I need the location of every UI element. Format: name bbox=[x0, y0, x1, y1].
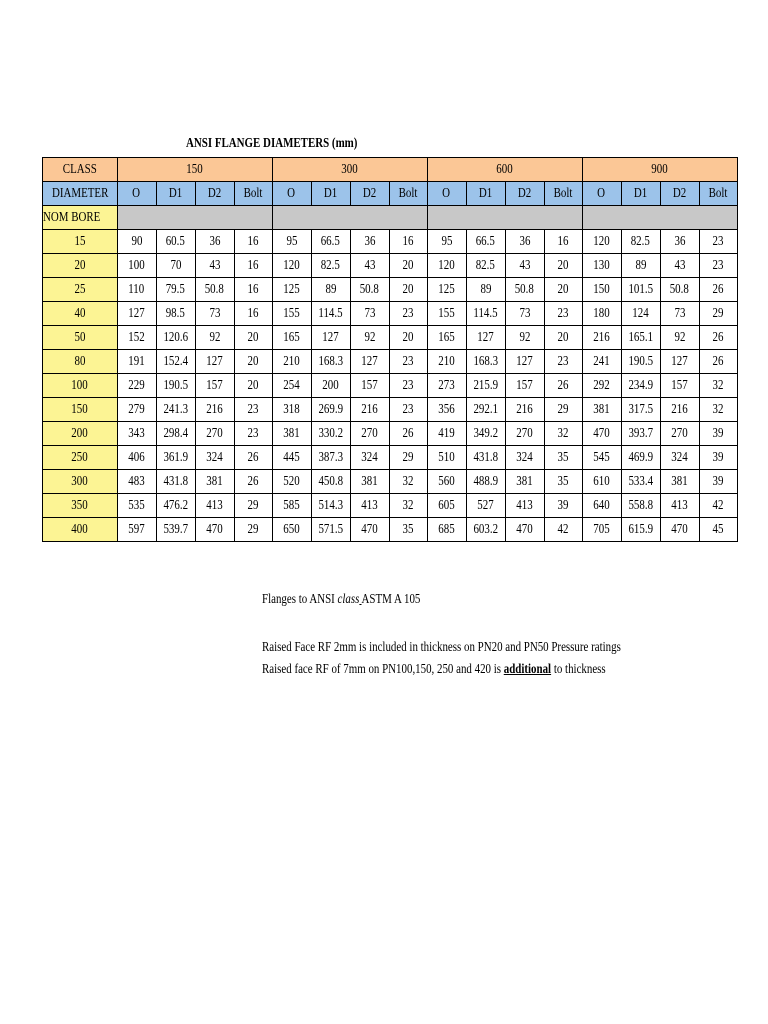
value-cell: 210 bbox=[427, 350, 466, 374]
value-cell: 292.1 bbox=[466, 398, 505, 422]
value-cell: 16 bbox=[234, 302, 272, 326]
value-cell: 216 bbox=[505, 398, 544, 422]
value-cell: 270 bbox=[505, 422, 544, 446]
value-cell: 190.5 bbox=[621, 350, 660, 374]
value-cell: 35 bbox=[544, 446, 582, 470]
value-cell: 210 bbox=[272, 350, 311, 374]
value-cell: 114.5 bbox=[466, 302, 505, 326]
value-cell: 650 bbox=[272, 518, 311, 542]
value-cell: 92 bbox=[195, 326, 234, 350]
value-cell: 558.8 bbox=[621, 494, 660, 518]
value-cell: 73 bbox=[660, 302, 699, 326]
value-cell: 483 bbox=[117, 470, 156, 494]
value-cell: 26 bbox=[234, 446, 272, 470]
value-cell: 216 bbox=[582, 326, 621, 350]
value-cell: 445 bbox=[272, 446, 311, 470]
table-row bbox=[43, 278, 738, 302]
value-cell: 39 bbox=[699, 422, 737, 446]
value-cell: 120 bbox=[427, 254, 466, 278]
value-cell: 270 bbox=[195, 422, 234, 446]
diameter-label: DIAMETER bbox=[43, 182, 118, 206]
value-cell: 216 bbox=[195, 398, 234, 422]
value-cell: 16 bbox=[389, 230, 427, 254]
value-cell: 23 bbox=[699, 230, 737, 254]
value-cell: 127 bbox=[505, 350, 544, 374]
subheader-cell: O bbox=[582, 182, 621, 206]
value-cell: 43 bbox=[660, 254, 699, 278]
value-cell: 318 bbox=[272, 398, 311, 422]
value-cell: 32 bbox=[389, 494, 427, 518]
value-cell: 419 bbox=[427, 422, 466, 446]
value-cell: 36 bbox=[660, 230, 699, 254]
value-cell: 381 bbox=[272, 422, 311, 446]
value-cell: 152.4 bbox=[156, 350, 195, 374]
value-cell: 216 bbox=[660, 398, 699, 422]
value-cell: 16 bbox=[234, 230, 272, 254]
nom-bore-fill-150 bbox=[117, 206, 272, 230]
value-cell: 585 bbox=[272, 494, 311, 518]
value-cell: 514.3 bbox=[311, 494, 350, 518]
value-cell: 32 bbox=[699, 398, 737, 422]
value-cell: 127 bbox=[117, 302, 156, 326]
value-cell: 381 bbox=[195, 470, 234, 494]
value-cell: 157 bbox=[195, 374, 234, 398]
value-cell: 470 bbox=[195, 518, 234, 542]
value-cell: 70 bbox=[156, 254, 195, 278]
value-cell: 82.5 bbox=[311, 254, 350, 278]
value-cell: 20 bbox=[389, 326, 427, 350]
value-cell: 685 bbox=[427, 518, 466, 542]
value-cell: 165 bbox=[272, 326, 311, 350]
nom-bore-cell: 20 bbox=[43, 254, 118, 278]
value-cell: 43 bbox=[350, 254, 389, 278]
value-cell: 165.1 bbox=[621, 326, 660, 350]
value-cell: 82.5 bbox=[466, 254, 505, 278]
value-cell: 640 bbox=[582, 494, 621, 518]
value-cell: 23 bbox=[389, 398, 427, 422]
value-cell: 476.2 bbox=[156, 494, 195, 518]
value-cell: 39 bbox=[699, 446, 737, 470]
value-cell: 43 bbox=[195, 254, 234, 278]
value-cell: 50.8 bbox=[350, 278, 389, 302]
value-cell: 361.9 bbox=[156, 446, 195, 470]
value-cell: 120 bbox=[582, 230, 621, 254]
value-cell: 191 bbox=[117, 350, 156, 374]
value-cell: 413 bbox=[505, 494, 544, 518]
value-cell: 20 bbox=[544, 326, 582, 350]
nom-bore-cell: 400 bbox=[43, 518, 118, 542]
value-cell: 406 bbox=[117, 446, 156, 470]
table-row bbox=[43, 374, 738, 398]
value-cell: 20 bbox=[234, 374, 272, 398]
value-cell: 23 bbox=[389, 350, 427, 374]
value-cell: 431.8 bbox=[466, 446, 505, 470]
value-cell: 270 bbox=[350, 422, 389, 446]
subheader-cell: Bolt bbox=[544, 182, 582, 206]
value-cell: 20 bbox=[389, 254, 427, 278]
value-cell: 229 bbox=[117, 374, 156, 398]
value-cell: 152 bbox=[117, 326, 156, 350]
value-cell: 66.5 bbox=[311, 230, 350, 254]
value-cell: 36 bbox=[350, 230, 389, 254]
subheader-cell: D1 bbox=[156, 182, 195, 206]
value-cell: 50.8 bbox=[505, 278, 544, 302]
value-cell: 79.5 bbox=[156, 278, 195, 302]
value-cell: 155 bbox=[427, 302, 466, 326]
value-cell: 73 bbox=[505, 302, 544, 326]
value-cell: 324 bbox=[660, 446, 699, 470]
value-cell: 23 bbox=[699, 254, 737, 278]
value-cell: 381 bbox=[660, 470, 699, 494]
value-cell: 100 bbox=[117, 254, 156, 278]
value-cell: 215.9 bbox=[466, 374, 505, 398]
value-cell: 356 bbox=[427, 398, 466, 422]
table-row bbox=[43, 230, 738, 254]
value-cell: 270 bbox=[660, 422, 699, 446]
value-cell: 241.3 bbox=[156, 398, 195, 422]
value-cell: 157 bbox=[660, 374, 699, 398]
subheader-cell: D2 bbox=[350, 182, 389, 206]
nom-bore-cell: 40 bbox=[43, 302, 118, 326]
value-cell: 254 bbox=[272, 374, 311, 398]
value-cell: 16 bbox=[234, 278, 272, 302]
nom-bore-fill-300 bbox=[272, 206, 427, 230]
value-cell: 413 bbox=[660, 494, 699, 518]
value-cell: 29 bbox=[699, 302, 737, 326]
value-cell: 73 bbox=[350, 302, 389, 326]
nom-bore-cell: 250 bbox=[43, 446, 118, 470]
value-cell: 168.3 bbox=[311, 350, 350, 374]
subheader-cell: D2 bbox=[660, 182, 699, 206]
subheader-cell: D2 bbox=[505, 182, 544, 206]
value-cell: 60.5 bbox=[156, 230, 195, 254]
value-cell: 73 bbox=[195, 302, 234, 326]
subheader-cell: O bbox=[272, 182, 311, 206]
value-cell: 50.8 bbox=[660, 278, 699, 302]
value-cell: 23 bbox=[544, 350, 582, 374]
value-cell: 324 bbox=[195, 446, 234, 470]
value-cell: 39 bbox=[544, 494, 582, 518]
value-cell: 42 bbox=[699, 494, 737, 518]
value-cell: 26 bbox=[699, 350, 737, 374]
subheader-cell: D1 bbox=[466, 182, 505, 206]
value-cell: 92 bbox=[660, 326, 699, 350]
value-cell: 470 bbox=[660, 518, 699, 542]
nom-bore-fill-900 bbox=[582, 206, 737, 230]
table-title: ANSI FLANGE DIAMETERS (mm) bbox=[186, 136, 358, 151]
value-cell: 36 bbox=[505, 230, 544, 254]
class-300-header: 300 bbox=[272, 158, 427, 182]
value-cell: 29 bbox=[544, 398, 582, 422]
value-cell: 16 bbox=[234, 254, 272, 278]
subheader-cell: D2 bbox=[195, 182, 234, 206]
value-cell: 431.8 bbox=[156, 470, 195, 494]
value-cell: 330.2 bbox=[311, 422, 350, 446]
value-cell: 269.9 bbox=[311, 398, 350, 422]
value-cell: 292 bbox=[582, 374, 621, 398]
value-cell: 470 bbox=[582, 422, 621, 446]
value-cell: 101.5 bbox=[621, 278, 660, 302]
table-row bbox=[43, 326, 738, 350]
table-row bbox=[43, 518, 738, 542]
value-cell: 127 bbox=[466, 326, 505, 350]
value-cell: 610 bbox=[582, 470, 621, 494]
value-cell: 597 bbox=[117, 518, 156, 542]
value-cell: 705 bbox=[582, 518, 621, 542]
value-cell: 216 bbox=[350, 398, 389, 422]
value-cell: 324 bbox=[350, 446, 389, 470]
subheader-cell: D1 bbox=[311, 182, 350, 206]
value-cell: 42 bbox=[544, 518, 582, 542]
value-cell: 413 bbox=[350, 494, 389, 518]
value-cell: 127 bbox=[350, 350, 389, 374]
value-cell: 157 bbox=[350, 374, 389, 398]
value-cell: 349.2 bbox=[466, 422, 505, 446]
table-row bbox=[43, 494, 738, 518]
nom-bore-label: NOM BORE bbox=[43, 206, 118, 230]
value-cell: 89 bbox=[311, 278, 350, 302]
value-cell: 26 bbox=[544, 374, 582, 398]
subheader-cell: Bolt bbox=[389, 182, 427, 206]
value-cell: 20 bbox=[234, 350, 272, 374]
value-cell: 127 bbox=[660, 350, 699, 374]
value-cell: 381 bbox=[582, 398, 621, 422]
nom-bore-cell: 300 bbox=[43, 470, 118, 494]
value-cell: 413 bbox=[195, 494, 234, 518]
value-cell: 127 bbox=[311, 326, 350, 350]
value-cell: 20 bbox=[234, 326, 272, 350]
value-cell: 114.5 bbox=[311, 302, 350, 326]
value-cell: 26 bbox=[699, 326, 737, 350]
class-header-row bbox=[43, 158, 738, 182]
value-cell: 66.5 bbox=[466, 230, 505, 254]
value-cell: 125 bbox=[427, 278, 466, 302]
note-raised-face-additional: Raised face RF of 7mm on PN100,150, 250 and 420 is additional to thickness bbox=[262, 662, 606, 677]
value-cell: 470 bbox=[350, 518, 389, 542]
value-cell: 23 bbox=[544, 302, 582, 326]
value-cell: 127 bbox=[195, 350, 234, 374]
value-cell: 520 bbox=[272, 470, 311, 494]
value-cell: 535 bbox=[117, 494, 156, 518]
value-cell: 43 bbox=[505, 254, 544, 278]
table-row bbox=[43, 254, 738, 278]
value-cell: 545 bbox=[582, 446, 621, 470]
table-row bbox=[43, 398, 738, 422]
value-cell: 527 bbox=[466, 494, 505, 518]
nom-bore-cell: 50 bbox=[43, 326, 118, 350]
nom-bore-cell: 150 bbox=[43, 398, 118, 422]
value-cell: 20 bbox=[544, 278, 582, 302]
value-cell: 32 bbox=[699, 374, 737, 398]
value-cell: 393.7 bbox=[621, 422, 660, 446]
value-cell: 110 bbox=[117, 278, 156, 302]
value-cell: 98.5 bbox=[156, 302, 195, 326]
value-cell: 165 bbox=[427, 326, 466, 350]
value-cell: 273 bbox=[427, 374, 466, 398]
value-cell: 23 bbox=[234, 398, 272, 422]
value-cell: 130 bbox=[582, 254, 621, 278]
subheader-cell: O bbox=[117, 182, 156, 206]
table-row bbox=[43, 422, 738, 446]
subheader-cell: Bolt bbox=[234, 182, 272, 206]
value-cell: 29 bbox=[234, 518, 272, 542]
value-cell: 26 bbox=[699, 278, 737, 302]
value-cell: 605 bbox=[427, 494, 466, 518]
value-cell: 533.4 bbox=[621, 470, 660, 494]
value-cell: 279 bbox=[117, 398, 156, 422]
nom-bore-fill-600 bbox=[427, 206, 582, 230]
value-cell: 120.6 bbox=[156, 326, 195, 350]
subheader-cell: D1 bbox=[621, 182, 660, 206]
value-cell: 469.9 bbox=[621, 446, 660, 470]
value-cell: 29 bbox=[389, 446, 427, 470]
nom-bore-cell: 200 bbox=[43, 422, 118, 446]
class-label: CLASS bbox=[43, 158, 118, 182]
value-cell: 298.4 bbox=[156, 422, 195, 446]
value-cell: 95 bbox=[272, 230, 311, 254]
class-600-header: 600 bbox=[427, 158, 582, 182]
value-cell: 168.3 bbox=[466, 350, 505, 374]
value-cell: 200 bbox=[311, 374, 350, 398]
value-cell: 26 bbox=[234, 470, 272, 494]
value-cell: 39 bbox=[699, 470, 737, 494]
value-cell: 95 bbox=[427, 230, 466, 254]
value-cell: 381 bbox=[350, 470, 389, 494]
value-cell: 470 bbox=[505, 518, 544, 542]
value-cell: 324 bbox=[505, 446, 544, 470]
value-cell: 23 bbox=[234, 422, 272, 446]
value-cell: 26 bbox=[389, 422, 427, 446]
value-cell: 190.5 bbox=[156, 374, 195, 398]
nom-bore-cell: 25 bbox=[43, 278, 118, 302]
value-cell: 90 bbox=[117, 230, 156, 254]
table-row bbox=[43, 446, 738, 470]
value-cell: 29 bbox=[234, 494, 272, 518]
value-cell: 241 bbox=[582, 350, 621, 374]
nom-bore-cell: 100 bbox=[43, 374, 118, 398]
value-cell: 50.8 bbox=[195, 278, 234, 302]
nom-bore-cell: 350 bbox=[43, 494, 118, 518]
value-cell: 150 bbox=[582, 278, 621, 302]
value-cell: 343 bbox=[117, 422, 156, 446]
value-cell: 89 bbox=[466, 278, 505, 302]
table-row bbox=[43, 350, 738, 374]
value-cell: 20 bbox=[389, 278, 427, 302]
value-cell: 23 bbox=[389, 374, 427, 398]
subheader-cell: Bolt bbox=[699, 182, 737, 206]
value-cell: 23 bbox=[389, 302, 427, 326]
value-cell: 180 bbox=[582, 302, 621, 326]
table-row bbox=[43, 470, 738, 494]
table-row bbox=[43, 302, 738, 326]
value-cell: 510 bbox=[427, 446, 466, 470]
subheader-cell: O bbox=[427, 182, 466, 206]
value-cell: 387.3 bbox=[311, 446, 350, 470]
value-cell: 35 bbox=[389, 518, 427, 542]
nom-bore-row bbox=[43, 206, 738, 230]
value-cell: 32 bbox=[544, 422, 582, 446]
nom-bore-cell: 80 bbox=[43, 350, 118, 374]
nom-bore-cell: 15 bbox=[43, 230, 118, 254]
value-cell: 571.5 bbox=[311, 518, 350, 542]
value-cell: 125 bbox=[272, 278, 311, 302]
value-cell: 124 bbox=[621, 302, 660, 326]
value-cell: 157 bbox=[505, 374, 544, 398]
class-150-header: 150 bbox=[117, 158, 272, 182]
value-cell: 234.9 bbox=[621, 374, 660, 398]
note-material: Flanges to ANSI class ASTM A 105 bbox=[262, 592, 421, 607]
value-cell: 16 bbox=[544, 230, 582, 254]
value-cell: 488.9 bbox=[466, 470, 505, 494]
value-cell: 539.7 bbox=[156, 518, 195, 542]
value-cell: 45 bbox=[699, 518, 737, 542]
value-cell: 82.5 bbox=[621, 230, 660, 254]
value-cell: 317.5 bbox=[621, 398, 660, 422]
value-cell: 35 bbox=[544, 470, 582, 494]
value-cell: 615.9 bbox=[621, 518, 660, 542]
value-cell: 92 bbox=[505, 326, 544, 350]
value-cell: 450.8 bbox=[311, 470, 350, 494]
value-cell: 20 bbox=[544, 254, 582, 278]
value-cell: 89 bbox=[621, 254, 660, 278]
note-raised-face-included: Raised Face RF 2mm is included in thickness on PN20 and PN50 Pressure ratings bbox=[262, 640, 621, 655]
value-cell: 36 bbox=[195, 230, 234, 254]
class-900-header: 900 bbox=[582, 158, 737, 182]
value-cell: 92 bbox=[350, 326, 389, 350]
value-cell: 155 bbox=[272, 302, 311, 326]
value-cell: 381 bbox=[505, 470, 544, 494]
value-cell: 120 bbox=[272, 254, 311, 278]
value-cell: 32 bbox=[389, 470, 427, 494]
value-cell: 560 bbox=[427, 470, 466, 494]
diameter-header-row bbox=[43, 182, 738, 206]
value-cell: 603.2 bbox=[466, 518, 505, 542]
flange-diameter-table bbox=[42, 157, 738, 542]
